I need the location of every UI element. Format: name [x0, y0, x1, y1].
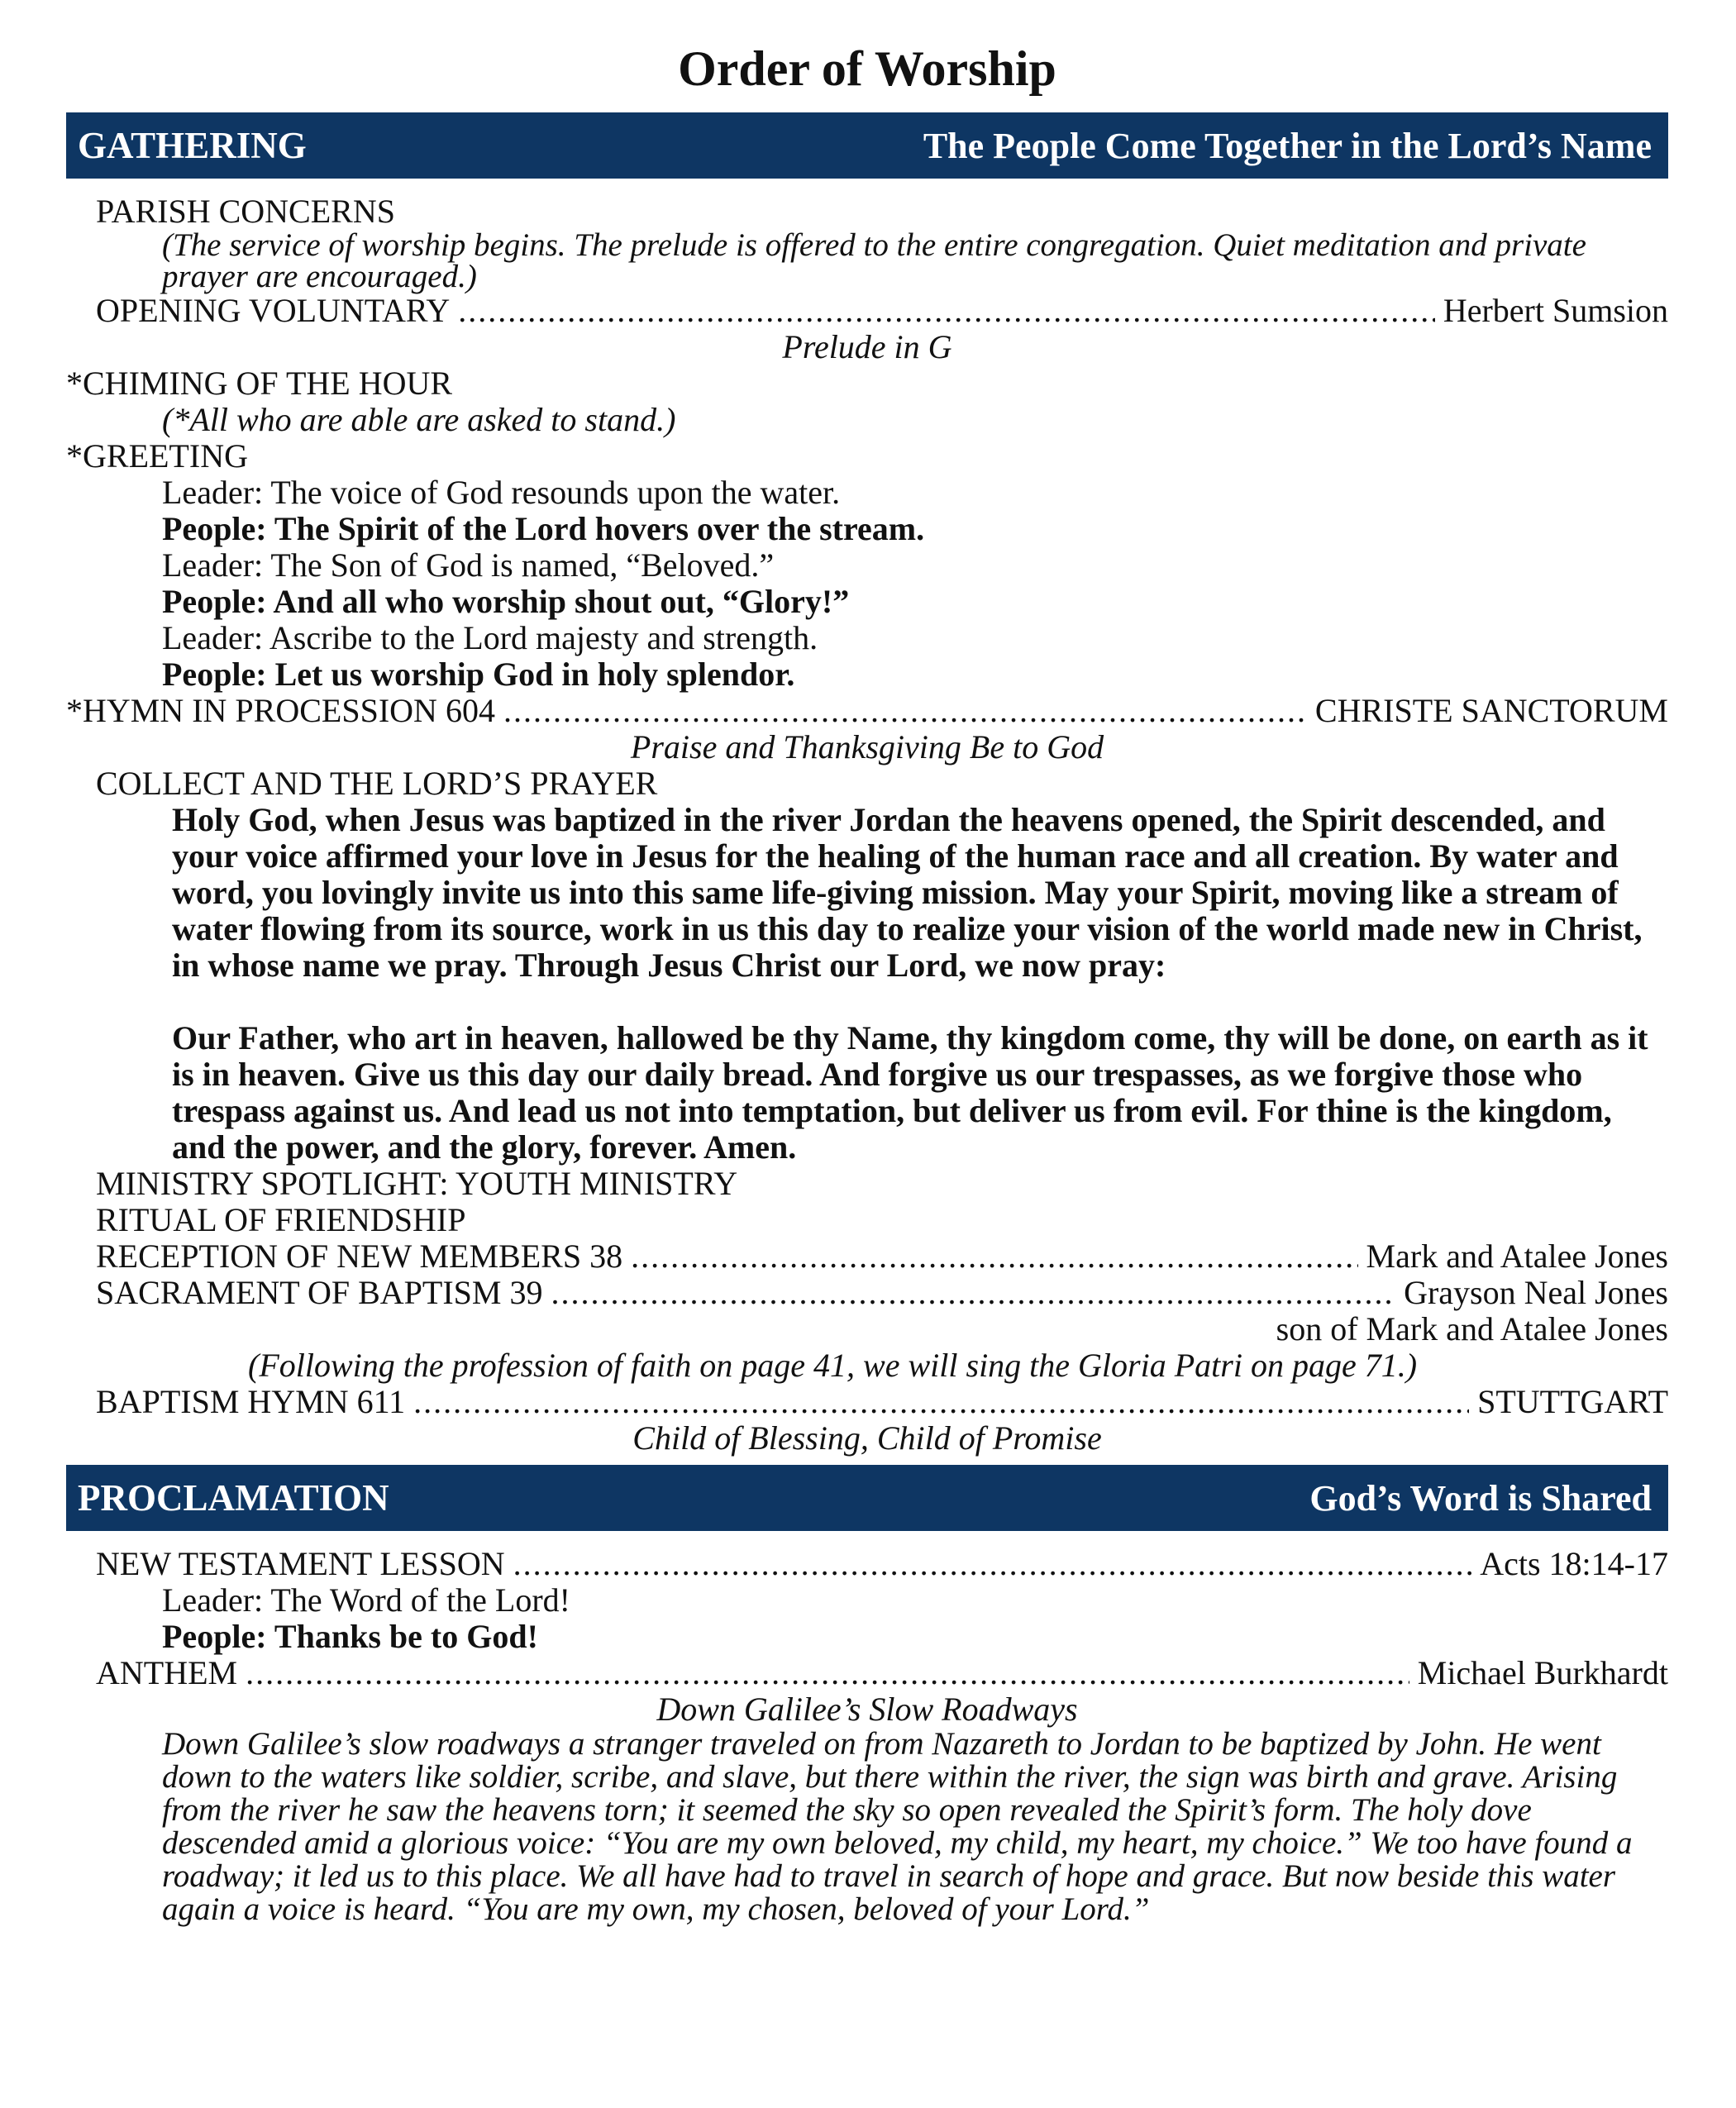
lesson-people-line: People: Thanks be to God!: [162, 1618, 538, 1655]
processional-hymn-tune: CHRISTE SANCTORUM: [1314, 692, 1668, 729]
reception-label: RECEPTION OF NEW MEMBERS 38: [96, 1238, 623, 1275]
anthem-title: Down Galilee’s Slow Roadways: [656, 1691, 1078, 1728]
reception-names: Mark and Atalee Jones: [1366, 1238, 1668, 1275]
parish-note: (The service of worship begins. The prelude is offered to the entire congregation. Quiet meditation and private prayer are encouraged.): [162, 227, 1586, 294]
proclamation-header: [66, 1465, 1668, 1531]
anthem-label: ANTHEM: [96, 1654, 238, 1691]
leader-dots: [551, 1275, 1396, 1311]
opening-voluntary-composer: Herbert Sumsion: [1443, 292, 1668, 329]
leader-dots: [513, 1546, 1472, 1582]
greeting-people-line: People: And all who worship shout out, “Glory!”: [162, 583, 850, 620]
gathering-section: [66, 193, 1668, 1457]
baptism-hymn-tune: STUTTGART: [1477, 1383, 1668, 1420]
leader-dots: [246, 1655, 1409, 1691]
baptism-note: (Following the profession of faith on page 41, we will sing the Gloria Patri on page 71.): [248, 1347, 1418, 1384]
lesson-row: [66, 1546, 1668, 1582]
anthem-composer: Michael Burkhardt: [1417, 1654, 1668, 1691]
opening-voluntary-label: OPENING VOLUNTARY: [96, 292, 451, 329]
anthem-row: [66, 1655, 1668, 1691]
baptism-label: SACRAMENT OF BAPTISM 39: [96, 1274, 543, 1311]
lesson-label: NEW TESTAMENT LESSON: [96, 1545, 505, 1582]
anthem-text: Down Galilee’s slow roadways a stranger traveled on from Nazareth to Jordan to be baptized by John. He went down to the waters like soldier, scribe, and slave, but there within the river, the sign was birth and grave. Arising from the river he saw the heavens torn; it seemed the sky so open revealed the Spirit’s form. The holy dove descended amid a glorious voice: “You are my own beloved, my child, my heart, my choice.” We too have found a roadway; it led us to this place. We all have had to travel in search of hope and grace. But now beside this water again a voice is heard. “You are my own, my chosen, beloved of your Lord.”: [162, 1726, 1633, 1927]
ministry-spotlight: MINISTRY SPOTLIGHT: YOUTH MINISTRY: [96, 1165, 738, 1202]
leader-dots: [631, 1238, 1357, 1275]
baptism-name: Grayson Neal Jones: [1404, 1274, 1668, 1311]
greeting-people-line: People: The Spirit of the Lord hovers over the stream.: [162, 510, 925, 547]
leader-dots: [413, 1384, 1469, 1420]
opening-voluntary-row: [66, 293, 1668, 329]
processional-hymn-row: [66, 693, 1668, 729]
baptism-row: [66, 1275, 1668, 1311]
parish-concerns: PARISH CONCERNS: [96, 193, 395, 230]
baptism-hymn-title: Child of Blessing, Child of Promise: [632, 1419, 1102, 1457]
greeting-leader-line: Leader: Ascribe to the Lord majesty and strength.: [162, 619, 818, 656]
greeting-leader-line: Leader: The voice of God resounds upon the water.: [162, 474, 841, 511]
processional-hymn-title: Praise and Thanksgiving Be to God: [630, 728, 1104, 765]
bulletin-page: [66, 33, 1668, 1926]
leader-dots: [458, 293, 1435, 329]
reception-row: [66, 1238, 1668, 1275]
proclamation-section: [66, 1546, 1668, 1926]
gathering-header: [66, 112, 1668, 179]
gathering-heading: GATHERING: [78, 125, 307, 166]
baptism-hymn-row: [66, 1384, 1668, 1420]
processional-hymn-label: *HYMN IN PROCESSION 604: [66, 692, 495, 729]
opening-voluntary-title: Prelude in G: [782, 328, 952, 365]
collect-prayer: Holy God, when Jesus was baptized in the river Jordan the heavens opened, the Spirit descended, and your voice affirmed your love in Jesus for the healing of the human race and all creation. By water and word, you lovingly invite us into this same life-giving mission. May your Spirit, moving like a stream of water flowing from its source, work in us this day to realize your vision of the world made new in Christ, in whose name we pray. Through Jesus Christ our Lord, we now pray:: [172, 801, 1643, 984]
collect-label: COLLECT AND THE LORD’S PRAYER: [96, 765, 658, 802]
baptism-hymn-label: BAPTISM HYMN 611: [96, 1383, 406, 1420]
gathering-subheading: The People Come Together in the Lord’s Name: [923, 125, 1652, 166]
stand-note: (*All who are able are asked to stand.): [162, 401, 676, 438]
greeting-people-line: People: Let us worship God in holy splendor.: [162, 656, 795, 693]
lesson-leader-line: Leader: The Word of the Lord!: [162, 1581, 571, 1619]
leader-dots: [503, 693, 1307, 729]
lords-prayer: Our Father, who art in heaven, hallowed be thy Name, thy kingdom come, thy will be done, on earth as it is in heaven. Give us this day our daily bread. And forgive us our trespasses, as we forgive those who trespass against us. And lead us not into temptation, but deliver us from evil. For thine is the kingdom, and the power, and the glory, forever. Amen.: [172, 1019, 1648, 1166]
ritual-of-friendship: RITUAL OF FRIENDSHIP: [96, 1201, 466, 1238]
chiming-of-the-hour: *CHIMING OF THE HOUR: [66, 365, 453, 402]
baptism-parents: son of Mark and Atalee Jones: [1276, 1310, 1668, 1347]
lesson-reference: Acts 18:14-17: [1480, 1545, 1668, 1582]
proclamation-heading: PROCLAMATION: [78, 1477, 389, 1519]
greeting-leader-line: Leader: The Son of God is named, “Beloved.”: [162, 546, 775, 584]
greeting-label: *GREETING: [66, 437, 248, 475]
proclamation-subheading: God’s Word is Shared: [1309, 1477, 1652, 1519]
page-title: Order of Worship: [678, 41, 1056, 96]
